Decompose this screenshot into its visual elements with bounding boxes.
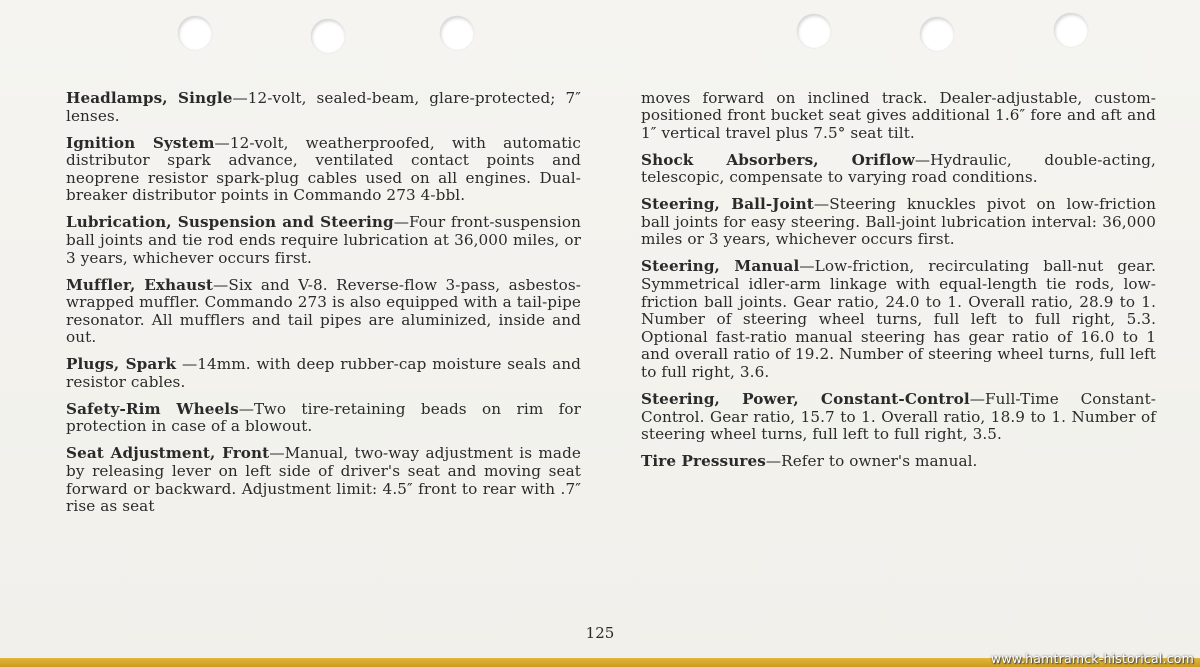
spec-entry [66,90,581,125]
page-number: 125 [585,624,615,642]
spec-text: —Four front-suspension ball joints and tie rod ends require lubrication at 36,000 miles, or 3 years, whichever occurs first. [66,213,581,267]
binder-hole [178,16,212,50]
site-watermark: www.hamtramck-historical.com [990,651,1194,666]
spec-text: —Manual, two-way adjustment is made by releasing lever on left side of driver's seat and moving seat forward or backward. Adjustment limit: 4.5″ front to rear with .7″ rise as seat [66,444,581,516]
spec-term: Seat Adjustment, Front [66,444,270,463]
spec-term: Muffler, Exhaust [66,275,214,294]
binder-hole [440,16,474,50]
spec-term: Steering, Power, Constant-Control [641,389,970,408]
spec-entry [66,401,581,436]
spec-text: —Low-friction, recirculating ball-nut gear. Symmetrical idler-arm linkage with equal-length tie rods, low-friction ball joints. Gear ratio, 24.0 to 1. Overall ratio, 28.9 to 1. Number of steering wheel turns, full left to full right, 5.3. Optional fast-ratio manual steering has gear ratio of 16.0 to 1 and overall ratio of 19.2. Number of steering wheel turns, full left to full right, 3.6. [641,257,1156,381]
spec-text: —12-volt, sealed-beam, glare-protected; 7″ lenses. [66,89,581,125]
spec-text: —Full-Time Constant-Control. Gear ratio, 15.7 to 1. Overall ratio, 18.9 to 1. Number of steering wheel turns, full left to full right, 3.5. [641,389,1156,444]
spec-term: Lubrication, Suspension and Steering [66,213,394,232]
spec-text: —Two tire-retaining beads on rim for protection in case of a blowout. [66,399,582,436]
left-column [66,90,581,525]
spec-entry [66,135,581,205]
spec-term: Headlamps, Single [66,89,233,107]
spec-term: Steering, Ball-Joint [641,195,814,214]
spec-entry [641,391,1156,444]
spec-entry [641,152,1156,187]
spec-term: Shock Absorbers, Oriflow [641,150,915,169]
spec-term: Tire Pressures [641,452,766,471]
spec-term: Steering, Manual [641,257,800,276]
spec-text: moves forward on inclined track. Dealer-adjustable, custom-positioned front bucket seat gives additional 1.6″ fore and aft and 1″ vertical travel plus 7.5° seat tilt. [641,88,1156,142]
spec-entry [641,196,1156,249]
spec-term: Safety-Rim Wheels [66,399,239,418]
spec-entry [66,356,581,391]
spec-text: —Hydraulic, double-acting, telescopic, compensate to varying road conditions. [641,150,1156,187]
spec-text: —12-volt, weatherproofed, with automatic distributor spark advance, ventilated contact points and neoprene resistor spark-plug cables used on all engines. Dual-breaker distributor points in Commando 273 4-bbl. [66,133,581,205]
spec-text: —14mm. with deep rubber-cap moisture seals and resistor cables. [66,355,581,391]
binder-hole [920,17,954,51]
spec-term: Ignition System [66,133,215,152]
spec-text: —Refer to owner's manual. [765,452,978,471]
spec-entry [641,453,1156,471]
binder-hole [797,14,831,48]
spec-entry-continued [641,90,1156,143]
spec-term: Plugs, Spark [66,355,177,374]
spec-entry [66,277,581,347]
binder-hole [1054,13,1088,47]
spec-text: —Steering knuckles pivot on low-friction ball joints for easy steering. Ball-joint lubrication interval: 36,000 miles or 3 years, whichever occurs first. [641,195,1156,249]
binder-hole [311,19,345,53]
spec-entry [66,214,581,267]
spec-text: —Six and V-8. Reverse-flow 3-pass, asbestos-wrapped muffler. Commando 273 is also equipped with a tail-pipe resonator. All mufflers and tail pipes are aluminized, inside and out. [66,275,582,347]
spec-entry [66,445,581,515]
right-column [641,90,1156,480]
spec-entry [641,258,1156,381]
